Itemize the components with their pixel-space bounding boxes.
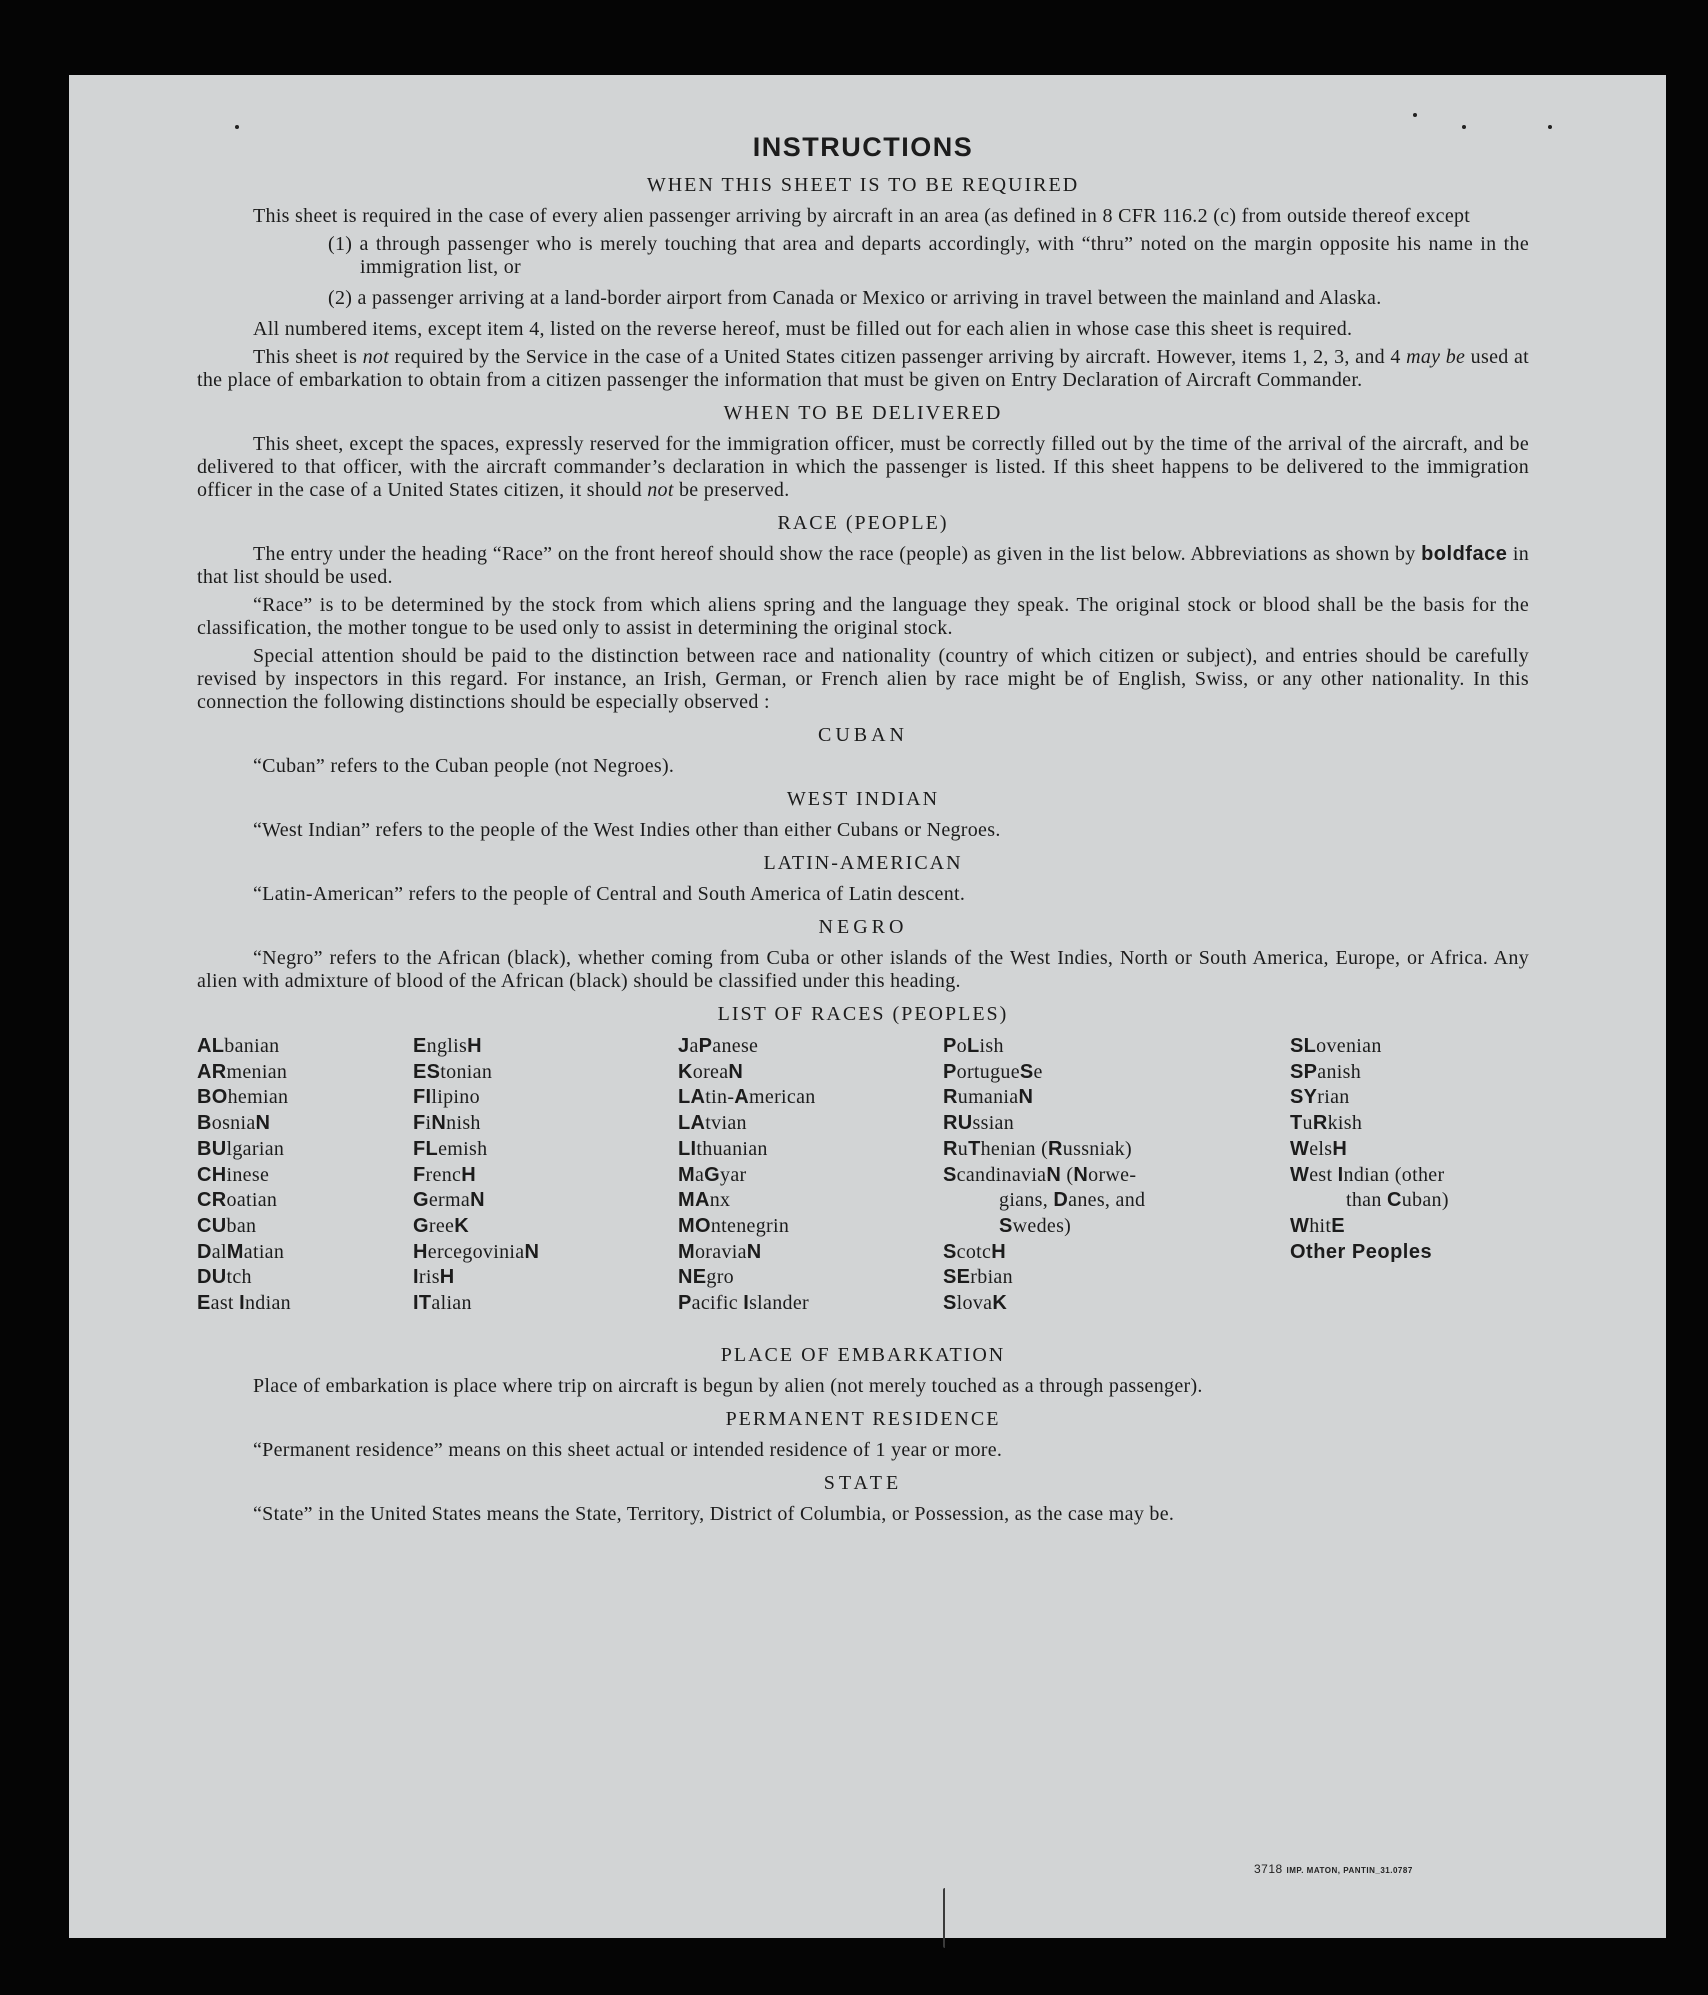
race-entry: SErbian — [943, 1266, 1013, 1289]
section-heading-residence: PERMANENT RESIDENCE — [725, 1408, 1001, 1430]
page-title: INSTRUCTIONS — [752, 132, 974, 162]
race-entry: SPanish — [1290, 1060, 1362, 1083]
text-run: This sheet is — [253, 346, 363, 368]
race-entry: IrisH — [413, 1266, 455, 1289]
race-entry: EnglisH — [413, 1035, 482, 1057]
races-column — [943, 1034, 1145, 1317]
section-heading-latin-american: LATIN-AMERICAN — [763, 852, 963, 874]
section-heading-embarkation: PLACE OF EMBARKATION — [720, 1344, 1006, 1366]
race-entry: West Indian (other — [1290, 1163, 1445, 1186]
race-entry: ITalian — [413, 1292, 472, 1315]
paragraph: Place of embarkation is place where trip on aircraft is begun by alien (not merely touched as a through passenger). — [253, 1375, 1203, 1397]
section-heading-list-of-races: LIST OF RACES (PEOPLES) — [717, 1003, 1009, 1025]
text-run: used at the place of embarkation to obtain from a citizen passenger the information that must be given on Entry Declaration of Aircraft Commander. — [197, 346, 1530, 391]
race-entry: BUlgarian — [197, 1137, 285, 1160]
text-run: This sheet, except the spaces, expressly reserved for the immigration officer, must be correctly filled out by the time of the arrival of the aircraft, and be delivered to that officer, with the aircraft commander’s declaration in which the passenger is listed. If this sheet happens to be delivered to the immigration officer in the case of a United States citizen, it should — [197, 433, 1529, 501]
race-entry: TuRkish — [1290, 1112, 1363, 1135]
race-entry: CHinese — [197, 1163, 270, 1186]
paragraph: All numbered items, except item 4, listed on the reverse hereof, must be filled out for each alien in whose case this sheet is required. — [253, 318, 1353, 340]
race-entry: RumaniaN — [943, 1086, 1034, 1109]
race-entry: KoreaN — [678, 1060, 744, 1083]
race-entry: LAtin-American — [678, 1086, 816, 1109]
race-entry: JaPanese — [678, 1035, 759, 1057]
race-entry: LIthuanian — [678, 1137, 768, 1160]
bold-text: boldface — [1421, 543, 1508, 565]
text-run: required by the Service in the case of a United States citizen passenger arriving by aircraft. However, items 1, 2, 3, and 4 — [389, 346, 1407, 368]
race-entry-continued: gians, Danes, and — [999, 1189, 1146, 1212]
section-heading-west-indian: WEST INDIAN — [786, 788, 940, 810]
race-entry: CRoatian — [197, 1189, 278, 1212]
text-run: be preserved. — [673, 479, 790, 501]
race-entry: Pacific Islander — [678, 1292, 809, 1315]
paragraph: “West Indian” refers to the people of the West Indies other than either Cubans or Negroes. — [253, 819, 1001, 841]
list-item: (1) a through passenger who is merely touching that area and departs accordingly, with “thru” noted on the margin opposite his name in the immigration list, or — [328, 233, 1529, 278]
race-entry: ARmenian — [197, 1060, 288, 1083]
instructions-text — [197, 130, 1529, 1531]
section-heading-cuban: CUBAN — [817, 724, 908, 746]
races-column — [1290, 1034, 1449, 1265]
race-entry: GreeK — [413, 1214, 469, 1237]
race-entry: FiNnish — [413, 1112, 481, 1135]
race-entry: East Indian — [197, 1292, 291, 1315]
race-entry: ScotcH — [943, 1240, 1006, 1263]
text-run: The entry under the heading “Race” on the front hereof should show the race (people) as given in the list below. Abbreviations as shown by — [253, 543, 1422, 565]
speck — [1548, 125, 1552, 129]
race-entry: FrencH — [413, 1163, 476, 1186]
race-entry: WelsH — [1290, 1137, 1348, 1160]
races-column — [413, 1034, 539, 1317]
paragraph: “Latin-American” refers to the people of Central and South America of Latin descent. — [253, 883, 966, 905]
section-heading-required: WHEN THIS SHEET IS TO BE REQUIRED — [646, 174, 1080, 196]
race-entry: SLovenian — [1290, 1035, 1382, 1057]
race-entry: NEgro — [678, 1266, 734, 1289]
races-column — [197, 1034, 291, 1317]
race-entry: MoraviaN — [678, 1240, 762, 1263]
speck — [1413, 113, 1417, 117]
race-entry: ScandinaviaN (Norwe- — [943, 1163, 1137, 1186]
race-entry: PoLish — [943, 1035, 1004, 1057]
race-entry-continued: than Cuban) — [1346, 1189, 1449, 1212]
race-entry: HercegoviniaN — [413, 1240, 540, 1263]
paragraph: Special attention should be paid to the distinction between race and nationality (country of which citizen or subject), and entries should be carefully revised by inspectors in this regard. For instance, an Irish, German, or French alien by race might be of English, Swiss, or any other nationality. In this connection the following distinctions should be especially observed : — [197, 645, 1529, 713]
printer-imprint — [1254, 1862, 1413, 1876]
paragraph: “Permanent residence” means on this sheet actual or intended residence of 1 year or more. — [253, 1439, 1003, 1461]
speck — [235, 125, 239, 129]
race-entry: BOhemian — [197, 1086, 289, 1109]
paragraph: “Negro” refers to the African (black), whether coming from Cuba or other islands of the West Indies, North or South America, Europe, or Africa. Any alien with admixture of blood of the African (black) should be classified under this heading. — [197, 947, 1529, 992]
paragraph — [197, 433, 1529, 502]
race-entry: RUssian — [943, 1112, 1015, 1135]
section-heading-state: STATE — [823, 1472, 903, 1494]
race-entry: LAtvian — [678, 1112, 747, 1135]
race-entry: ALbanian — [197, 1035, 280, 1057]
race-entry: FLemish — [413, 1137, 488, 1160]
race-entry: GermaN — [413, 1189, 485, 1212]
list-item: (2) a passenger arriving at a land-border airport from Canada or Mexico or arriving in travel between the mainland and Alaska. — [328, 287, 1382, 309]
section-heading-race: RACE (PEOPLE) — [777, 512, 949, 534]
races-list — [197, 1034, 1529, 1334]
race-entry-continued: Swedes) — [999, 1214, 1072, 1237]
text-run: in that list should be used. — [197, 543, 1529, 588]
race-entry: WhitE — [1290, 1214, 1345, 1237]
paragraph — [197, 346, 1529, 392]
section-heading-negro: NEGRO — [818, 916, 908, 938]
form-number: 3718 — [1254, 1862, 1283, 1876]
race-entry: RuThenian (Russniak) — [943, 1137, 1132, 1160]
pen-mark — [943, 1888, 945, 1948]
paragraph — [197, 543, 1529, 589]
race-entry: MOntenegrin — [678, 1214, 790, 1237]
printer-name: IMP. MATON, PANTIN_31.0787 — [1286, 1866, 1413, 1875]
race-entry: SYrian — [1290, 1086, 1350, 1109]
italic-text: not — [362, 346, 390, 368]
section-heading-delivered: WHEN TO BE DELIVERED — [723, 402, 1003, 424]
race-entry: MAnx — [678, 1189, 731, 1212]
paragraph: “Race” is to be determined by the stock from which aliens spring and the language they speak. The original stock or blood shall be the basis for the classification, the mother tongue to be used only to assist in determining the original stock. — [197, 594, 1529, 639]
paragraph: “State” in the United States means the State, Territory, District of Columbia, or Possession, as the case may be. — [253, 1503, 1175, 1525]
race-entry: PortugueSe — [943, 1060, 1043, 1083]
race-entry: DUtch — [197, 1266, 252, 1289]
speck — [1462, 125, 1466, 129]
race-entry: CUban — [197, 1214, 257, 1237]
race-entry: DalMatian — [197, 1240, 285, 1263]
document-page — [69, 75, 1666, 1938]
races-column — [678, 1034, 816, 1317]
race-entry: SlovaK — [943, 1292, 1008, 1315]
race-entry: BosniaN — [197, 1112, 271, 1135]
paragraph: “Cuban” refers to the Cuban people (not Negroes). — [253, 755, 675, 777]
race-entry: Other Peoples — [1290, 1240, 1433, 1263]
italic-text: not — [647, 479, 674, 501]
race-entry: EStonian — [413, 1060, 493, 1083]
race-entry: FIlipino — [413, 1086, 480, 1109]
paragraph: This sheet is required in the case of every alien passenger arriving by aircraft in an area (as defined in 8 CFR 116.2 (c) from outside thereof except — [253, 205, 1471, 227]
italic-text: may be — [1406, 346, 1466, 368]
race-entry: MaGyar — [678, 1163, 747, 1186]
